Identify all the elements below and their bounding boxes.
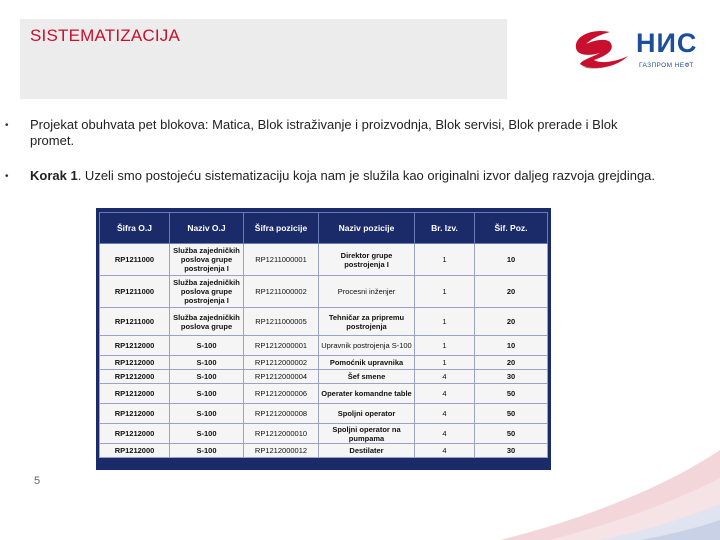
logo-subtext: ГАЗПРОМ НЕФТ <box>639 62 694 69</box>
table-cell: S-100 <box>170 370 244 384</box>
table-cell: RP1212000006 <box>244 384 319 404</box>
table-cell: 20 <box>475 308 548 336</box>
table-cell: RP1212000002 <box>244 356 319 370</box>
table-cell: RP1212000012 <box>244 444 319 458</box>
page-number: 5 <box>34 475 41 487</box>
table-cell: 4 <box>415 370 475 384</box>
bullet-dot: • <box>5 120 9 131</box>
table-cell: 4 <box>415 384 475 404</box>
table-row <box>100 384 548 404</box>
table-cell: RP1212000004 <box>244 370 319 384</box>
bullet-dot: • <box>5 171 9 182</box>
table-cell: RP1211000 <box>100 244 170 276</box>
table-row <box>100 308 548 336</box>
table-cell: RP1211000001 <box>244 244 319 276</box>
column-header: Naziv pozicije <box>319 213 415 244</box>
table-cell: 1 <box>415 308 475 336</box>
title-box <box>20 19 507 99</box>
table-cell: 50 <box>475 384 548 404</box>
table-cell: Šef smene <box>319 370 415 384</box>
column-header: Br. Izv. <box>415 213 475 244</box>
table-cell: 1 <box>415 336 475 356</box>
table-cell: 1 <box>415 356 475 370</box>
table-cell: RP1211000005 <box>244 308 319 336</box>
table-row <box>100 244 548 276</box>
table-cell: 10 <box>475 336 548 356</box>
decorative-swoosh-icon <box>440 420 720 540</box>
table-cell: Operater komandne table <box>319 384 415 404</box>
page-title: SISTEMATIZACIJA <box>30 26 181 45</box>
table-cell: RP1212000 <box>100 424 170 444</box>
table-cell: Služba zajedničkih poslova grupe <box>170 308 244 336</box>
table-cell: 20 <box>475 276 548 308</box>
bullet-text-2 <box>30 168 660 184</box>
table-cell: 50 <box>475 424 548 444</box>
table-cell: 50 <box>475 404 548 424</box>
table-cell: S-100 <box>170 384 244 404</box>
table-cell: S-100 <box>170 356 244 370</box>
table-cell: Služba zajedničkih poslova grupe postrojenja I <box>170 244 244 276</box>
table-cell: 4 <box>415 404 475 424</box>
table-cell: Direktor grupe postrojenja I <box>319 244 415 276</box>
table-cell: Destilater <box>319 444 415 458</box>
table-cell: 30 <box>475 444 548 458</box>
nis-logo <box>570 26 700 74</box>
table-cell: RP1211000 <box>100 276 170 308</box>
table-cell: Tehničar za pripremu postrojenja <box>319 308 415 336</box>
logo-swirl-icon <box>570 26 634 74</box>
table-cell: RP1211000 <box>100 308 170 336</box>
table-cell: RP1212000 <box>100 444 170 458</box>
table-cell: RP1212000008 <box>244 404 319 424</box>
logo-text: НИС <box>636 28 698 58</box>
table-cell: 1 <box>415 244 475 276</box>
table-cell: Pomoćnik upravnika <box>319 356 415 370</box>
table-header-row <box>100 213 548 244</box>
table-cell: S-100 <box>170 444 244 458</box>
table-row <box>100 356 548 370</box>
table-row <box>100 370 548 384</box>
table-cell: Služba zajedničkih poslova grupe postrojenja I <box>170 276 244 308</box>
bullet-text-1: Projekat obuhvata pet blokova: Matica, Blok istraživanje i proizvodnja, Blok servisi, Blok prerade i Blok promet. <box>30 117 618 148</box>
table-cell: Procesni inženjer <box>319 276 415 308</box>
table-cell: RP1212000001 <box>244 336 319 356</box>
column-header: Naziv O.J <box>170 213 244 244</box>
table-cell: Spoljni operator na pumpama <box>319 424 415 444</box>
bullet-bold-label: Korak 1 <box>30 168 78 183</box>
column-header: Šifra pozicije <box>244 213 319 244</box>
table-cell: 10 <box>475 244 548 276</box>
table-cell: S-100 <box>170 404 244 424</box>
table-cell: RP1212000010 <box>244 424 319 444</box>
table-cell: RP1212000 <box>100 336 170 356</box>
table-cell: Upravnik postrojenja S-100 <box>319 336 415 356</box>
table-cell: 4 <box>415 424 475 444</box>
table-cell: 30 <box>475 370 548 384</box>
table-cell: 4 <box>415 444 475 458</box>
table-cell: RP1212000 <box>100 370 170 384</box>
table-cell: 1 <box>415 276 475 308</box>
table-cell: S-100 <box>170 424 244 444</box>
table-cell: 20 <box>475 356 548 370</box>
bullet-text-2-body: . Uzeli smo postojeću sistematizaciju koja nam je služila kao originalni izvor daljeg razvoja grejdinga. <box>77 168 656 183</box>
table-cell: S-100 <box>170 336 244 356</box>
table-cell: RP1212000 <box>100 356 170 370</box>
table-row <box>100 276 548 308</box>
table-cell: RP1212000 <box>100 384 170 404</box>
table-cell: Spoljni operator <box>319 404 415 424</box>
column-header: Šifra O.J <box>100 213 170 244</box>
column-header: Šif. Poz. <box>475 213 548 244</box>
table-cell: RP1212000 <box>100 404 170 424</box>
table-row <box>100 336 548 356</box>
table-cell: RP1211000002 <box>244 276 319 308</box>
